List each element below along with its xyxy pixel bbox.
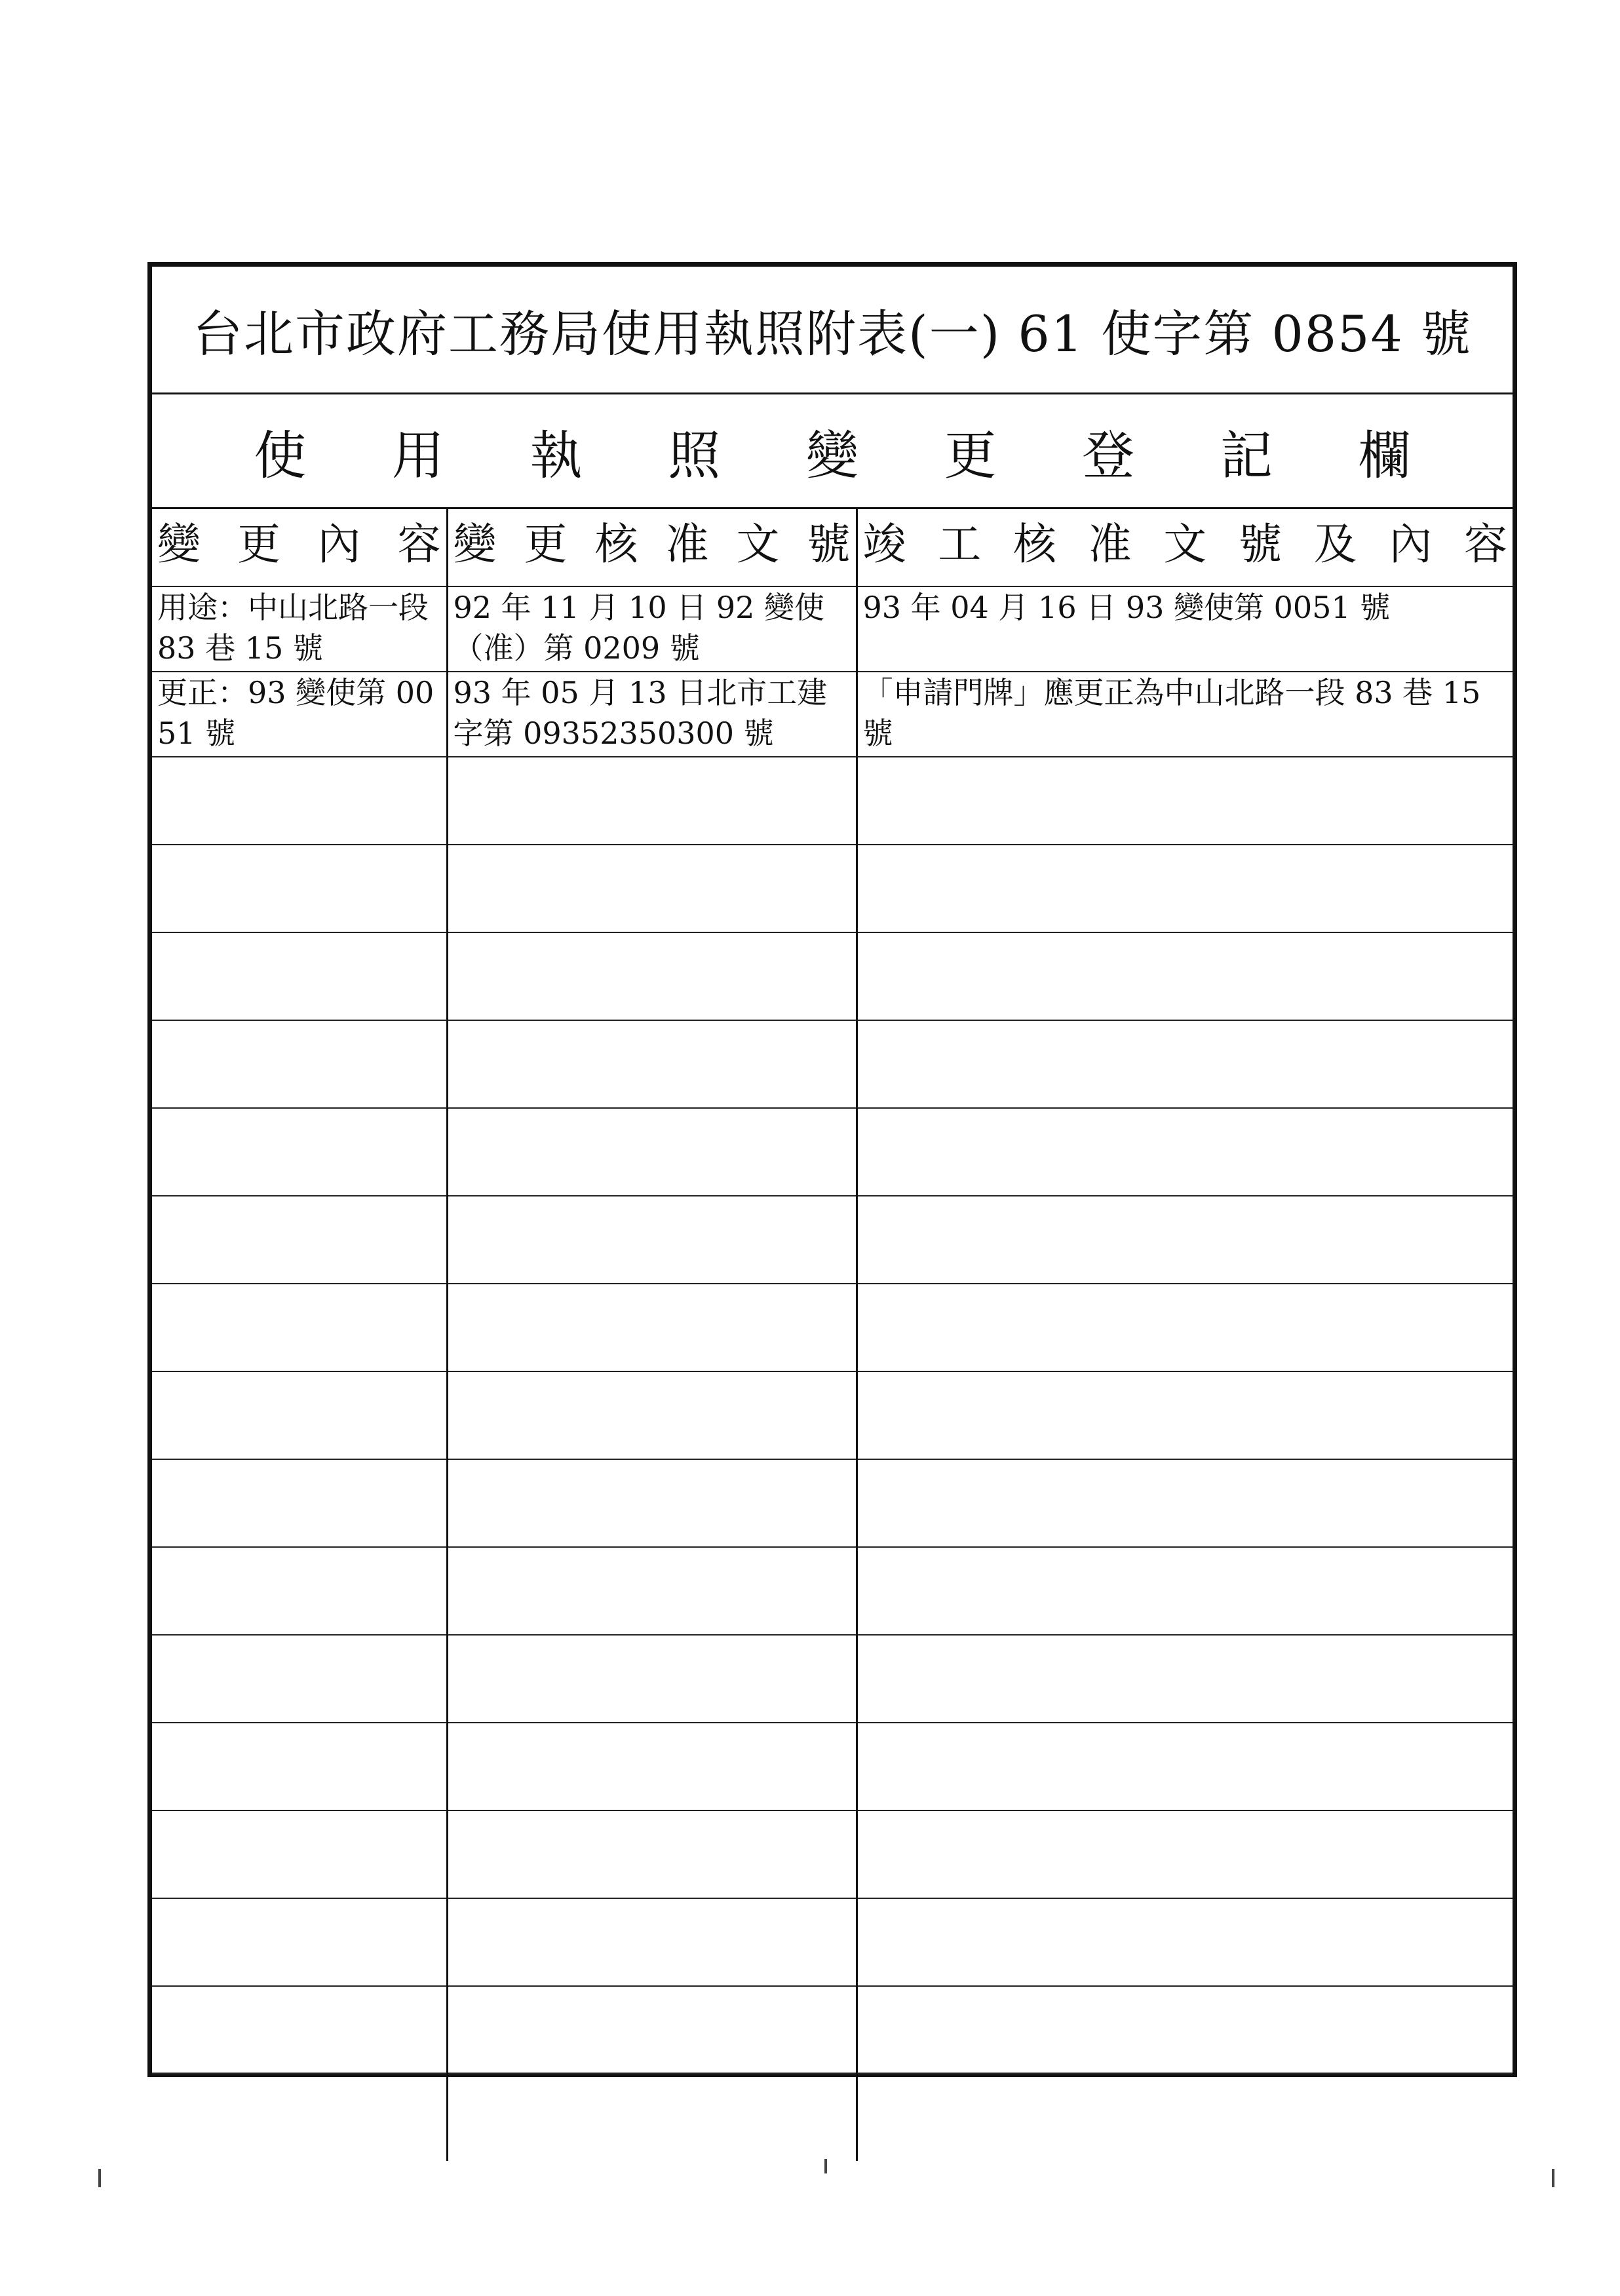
cell-change-approval: [447, 1547, 857, 1635]
cell-change-content: 更正：93 變使第 0051 號: [152, 672, 447, 757]
table-row-empty: [152, 1898, 1513, 1986]
table-row-empty: [152, 2074, 1513, 2161]
table-row-empty: [152, 1371, 1513, 1459]
usage-license-change-form: [147, 262, 1517, 2077]
column-header-char: 核: [1013, 519, 1056, 569]
column-header-char: 文: [736, 519, 780, 569]
scan-mark: [1552, 2169, 1554, 2187]
cell-completion: [857, 1898, 1513, 1986]
cell-completion: [857, 1196, 1513, 1284]
cell-completion: [857, 1635, 1513, 1723]
cell-completion: [857, 1723, 1513, 1810]
cell-completion: [857, 1459, 1513, 1547]
column-header-change-content: [152, 509, 447, 586]
cell-change-content: [152, 1810, 447, 1898]
table-row-empty: [152, 1108, 1513, 1196]
column-header-char: 內: [1389, 519, 1433, 569]
column-header-char: 內: [317, 519, 361, 569]
column-header-char: 更: [524, 519, 568, 569]
cell-change-approval: [447, 1108, 857, 1196]
column-header-char: 准: [665, 519, 709, 569]
column-header-char: 容: [397, 519, 441, 569]
cell-change-approval: [447, 1459, 857, 1547]
cell-completion: 93 年 04 月 16 日 93 變使第 0051 號: [857, 586, 1513, 672]
column-header-char: 文: [1163, 519, 1207, 569]
column-header-char: 竣: [862, 519, 906, 569]
column-header-char: 號: [807, 519, 851, 569]
cell-change-approval: 92 年 11 月 10 日 92 變使（准）第 0209 號: [447, 586, 857, 672]
cell-change-content: [152, 1284, 447, 1371]
cell-completion: [857, 757, 1513, 845]
subtitle-char: 登: [1082, 425, 1135, 486]
column-header-char: 變: [453, 519, 497, 569]
cell-change-content: [152, 1635, 447, 1723]
column-header-completion: [857, 509, 1513, 586]
table-row-empty: [152, 1459, 1513, 1547]
cell-change-content: [152, 932, 447, 1020]
scan-mark: [824, 2159, 827, 2173]
table-row-empty: [152, 757, 1513, 845]
change-register-table: [152, 509, 1513, 2161]
cell-change-approval: [447, 1020, 857, 1108]
column-header-char: 工: [938, 519, 982, 569]
subtitle-char: 欄: [1358, 425, 1411, 486]
cell-change-content: [152, 1898, 447, 1986]
cell-completion: [857, 845, 1513, 932]
form-title: 台北市政府工務局使用執照附表(一) 61 使字第 0854 號: [152, 267, 1513, 394]
subtitle-char: 執: [530, 425, 583, 486]
cell-completion: [857, 932, 1513, 1020]
cell-change-approval: [447, 1635, 857, 1723]
subtitle-char: 記: [1220, 425, 1273, 486]
subtitle-char: 變: [805, 425, 858, 486]
cell-change-content: [152, 1196, 447, 1284]
cell-change-content: [152, 1986, 447, 2074]
table-row-empty: [152, 1635, 1513, 1723]
cell-change-approval: [447, 1196, 857, 1284]
column-header-char: 更: [237, 519, 281, 569]
subtitle-char: 照: [668, 425, 721, 486]
cell-change-content: [152, 845, 447, 932]
table-row-empty: [152, 1986, 1513, 2074]
cell-change-approval: [447, 1371, 857, 1459]
column-header-char: 容: [1464, 519, 1507, 569]
cell-change-approval: 93 年 05 月 13 日北市工建字第 09352350300 號: [447, 672, 857, 757]
cell-completion: [857, 1108, 1513, 1196]
cell-completion: [857, 1986, 1513, 2074]
cell-change-approval: [447, 1723, 857, 1810]
cell-change-approval: [447, 845, 857, 932]
cell-completion: [857, 1810, 1513, 1898]
cell-completion: [857, 1284, 1513, 1371]
table-row-empty: [152, 932, 1513, 1020]
cell-completion: [857, 1371, 1513, 1459]
subtitle-char: 用: [391, 425, 444, 486]
cell-change-approval: [447, 1898, 857, 1986]
cell-completion: [857, 1547, 1513, 1635]
table-row: [152, 672, 1513, 757]
cell-change-content: [152, 1723, 447, 1810]
cell-change-content: [152, 2074, 447, 2161]
table-row-empty: [152, 1723, 1513, 1810]
table-row-empty: [152, 1020, 1513, 1108]
form-subtitle: [152, 394, 1513, 509]
table-row: [152, 586, 1513, 672]
table-header-row: [152, 509, 1513, 586]
table-row-empty: [152, 1547, 1513, 1635]
cell-completion: [857, 1020, 1513, 1108]
column-header-char: 號: [1238, 519, 1282, 569]
cell-change-content: [152, 1108, 447, 1196]
cell-change-content: [152, 757, 447, 845]
cell-change-content: 用途：中山北路一段 83 巷 15 號: [152, 586, 447, 672]
cell-change-approval: [447, 932, 857, 1020]
scan-mark: [98, 2169, 101, 2187]
cell-change-approval: [447, 757, 857, 845]
cell-completion: 「申請門牌」應更正為中山北路一段 83 巷 15 號: [857, 672, 1513, 757]
table-row-empty: [152, 1196, 1513, 1284]
column-header-char: 核: [594, 519, 638, 569]
subtitle-char: 使: [254, 425, 307, 486]
cell-completion: [857, 2074, 1513, 2161]
cell-change-approval: [447, 1810, 857, 1898]
subtitle-char: 更: [944, 425, 997, 486]
cell-change-approval: [447, 2074, 857, 2161]
column-header-char: 及: [1313, 519, 1357, 569]
cell-change-approval: [447, 1284, 857, 1371]
table-row-empty: [152, 1284, 1513, 1371]
column-header-char: 准: [1088, 519, 1132, 569]
cell-change-content: [152, 1459, 447, 1547]
cell-change-approval: [447, 1986, 857, 2074]
cell-change-content: [152, 1020, 447, 1108]
table-row-empty: [152, 845, 1513, 932]
column-header-change-approval: [447, 509, 857, 586]
column-header-char: 變: [157, 519, 201, 569]
cell-change-content: [152, 1371, 447, 1459]
cell-change-content: [152, 1547, 447, 1635]
table-row-empty: [152, 1810, 1513, 1898]
